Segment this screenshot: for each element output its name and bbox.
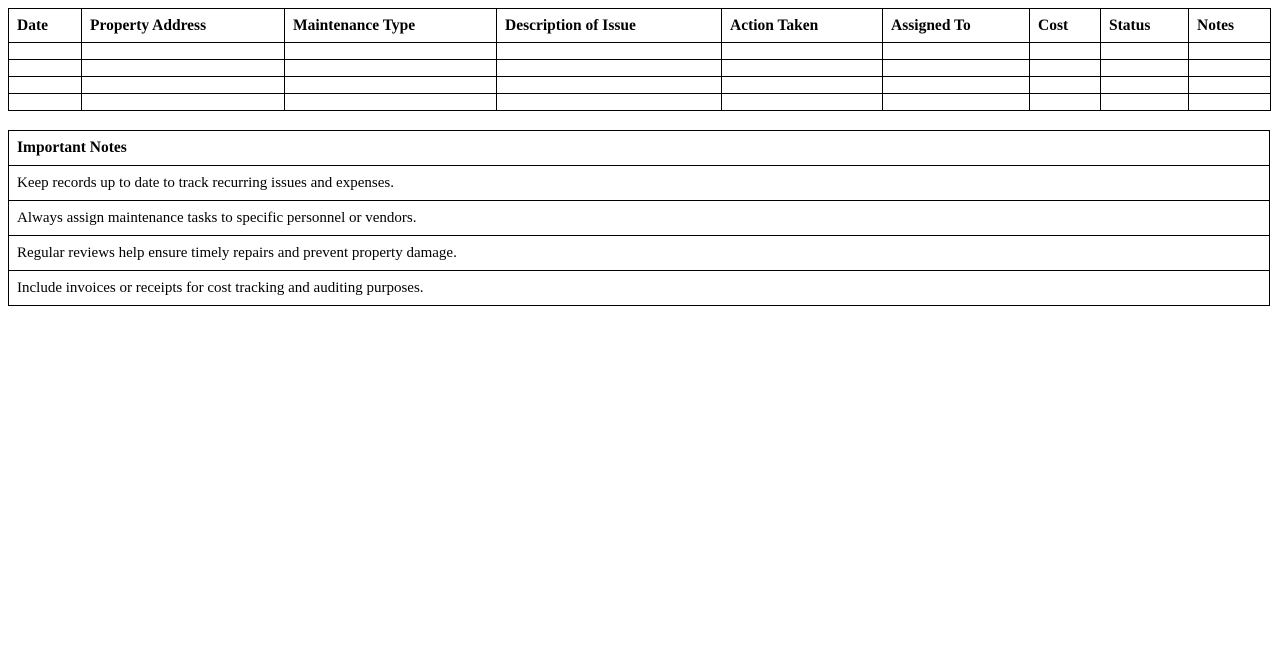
table-row	[9, 77, 1271, 94]
notes-header-row	[9, 131, 1270, 166]
table-cell[interactable]	[497, 94, 722, 111]
note-text: Always assign maintenance tasks to specific personnel or vendors.	[9, 201, 1270, 236]
note-text: Keep records up to date to track recurring issues and expenses.	[9, 166, 1270, 201]
note-text: Include invoices or receipts for cost tracking and auditing purposes.	[9, 271, 1270, 306]
table-cell[interactable]	[82, 77, 285, 94]
column-header-property-address: Property Address	[82, 9, 285, 43]
table-cell[interactable]	[722, 77, 883, 94]
column-header-notes: Notes	[1189, 9, 1271, 43]
table-cell[interactable]	[82, 43, 285, 60]
table-cell[interactable]	[1030, 77, 1101, 94]
table-cell[interactable]	[82, 94, 285, 111]
table-cell[interactable]	[285, 77, 497, 94]
table-header-row	[9, 9, 1271, 43]
list-item	[9, 201, 1270, 236]
table-cell[interactable]	[1101, 77, 1189, 94]
table-cell[interactable]	[722, 43, 883, 60]
table-cell[interactable]	[883, 60, 1030, 77]
maintenance-log-table	[8, 8, 1271, 111]
list-item	[9, 271, 1270, 306]
table-row	[9, 60, 1271, 77]
table-cell[interactable]	[285, 60, 497, 77]
list-item	[9, 166, 1270, 201]
table-cell[interactable]	[285, 94, 497, 111]
important-notes-table	[8, 130, 1270, 306]
table-cell[interactable]	[1101, 60, 1189, 77]
table-cell[interactable]	[722, 60, 883, 77]
column-header-action-taken: Action Taken	[722, 9, 883, 43]
table-cell[interactable]	[1101, 43, 1189, 60]
table-cell[interactable]	[9, 94, 82, 111]
table-row	[9, 94, 1271, 111]
table-cell[interactable]	[9, 77, 82, 94]
column-header-status: Status	[1101, 9, 1189, 43]
column-header-assigned-to: Assigned To	[883, 9, 1030, 43]
table-cell[interactable]	[1030, 94, 1101, 111]
column-header-cost: Cost	[1030, 9, 1101, 43]
table-cell[interactable]	[1189, 60, 1271, 77]
important-notes-heading: Important Notes	[9, 131, 1270, 166]
table-cell[interactable]	[497, 77, 722, 94]
table-cell[interactable]	[1189, 94, 1271, 111]
table-cell[interactable]	[883, 94, 1030, 111]
page	[0, 0, 1278, 314]
table-cell[interactable]	[883, 43, 1030, 60]
table-cell[interactable]	[1189, 77, 1271, 94]
table-cell[interactable]	[1101, 94, 1189, 111]
table-cell[interactable]	[1030, 60, 1101, 77]
table-cell[interactable]	[497, 43, 722, 60]
table-cell[interactable]	[722, 94, 883, 111]
note-text: Regular reviews help ensure timely repairs and prevent property damage.	[9, 236, 1270, 271]
column-header-maintenance-type: Maintenance Type	[285, 9, 497, 43]
table-cell[interactable]	[82, 60, 285, 77]
list-item	[9, 236, 1270, 271]
table-cell[interactable]	[497, 60, 722, 77]
table-cell[interactable]	[9, 60, 82, 77]
column-header-date: Date	[9, 9, 82, 43]
table-cell[interactable]	[285, 43, 497, 60]
table-cell[interactable]	[9, 43, 82, 60]
column-header-description-of-issue: Description of Issue	[497, 9, 722, 43]
table-cell[interactable]	[1030, 43, 1101, 60]
table-row	[9, 43, 1271, 60]
table-cell[interactable]	[1189, 43, 1271, 60]
table-cell[interactable]	[883, 77, 1030, 94]
